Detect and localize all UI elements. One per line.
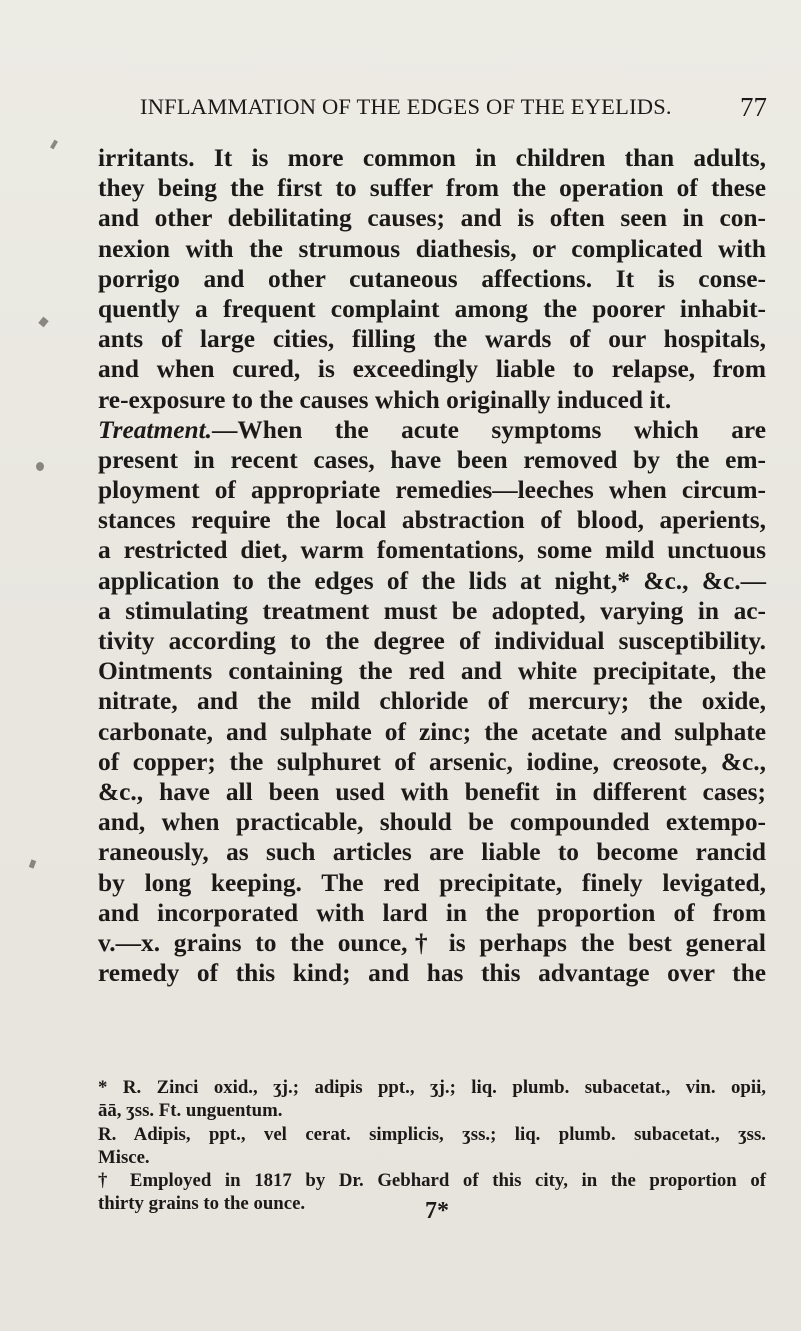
footnote-line: Misce. xyxy=(98,1146,150,1168)
margin-speck xyxy=(29,859,36,868)
text-line: nexion with the strumous diathesis, or complicated with xyxy=(98,234,766,263)
text-line: porrigo and other cutaneous affections. It is conse- xyxy=(98,264,766,293)
text-line: ants of large cities, filling the wards of our hospitals, xyxy=(98,325,766,354)
treatment-heading: Treatment. xyxy=(98,415,213,444)
footnote-line: † Employed in 1817 by Dr. Gebhard of this city, in the proportion of xyxy=(98,1170,766,1192)
text-line: a restricted diet, warm fomentations, some mild unctuous xyxy=(98,536,766,565)
footnote-line: R. Adipis, ppt., vel cerat. simplicis, ʒss.; liq. plumb. subacetat., ʒss. xyxy=(98,1123,766,1145)
margin-speck xyxy=(38,317,49,328)
text-line: raneously, as such articles are liable to become rancid xyxy=(98,838,766,867)
text-line: re-exposure to the causes which originally induced it. xyxy=(98,385,672,414)
treatment-rest: —When the acute symptoms which are xyxy=(212,415,766,444)
margin-speck xyxy=(36,462,44,471)
text-line: ployment of appropriate remedies—leeches when circum- xyxy=(98,476,766,505)
text-line: they being the first to suffer from the operation of these xyxy=(98,174,766,203)
text-line: and other debilitating causes; and is often seen in con- xyxy=(98,204,766,233)
text-line: remedy of this kind; and has this advantage over the xyxy=(98,959,766,988)
text-line: and incorporated with lard in the proportion of from xyxy=(98,898,766,927)
text-line: and, when practicable, should be compounded extempo- xyxy=(98,808,766,837)
text-line: by long keeping. The red precipitate, finely levigated, xyxy=(98,868,766,897)
page-number: 77 xyxy=(740,92,767,122)
footnote-line: thirty grains to the ounce. xyxy=(98,1193,306,1215)
text-line: carbonate, and sulphate of zinc; the acetate and sulphate xyxy=(98,717,766,746)
footnote-line: * R. Zinci oxid., ʒj.; adipis ppt., ʒj.; liq. plumb. subacetat., vin. opii, xyxy=(98,1077,766,1098)
text-line: of copper; the sulphuret of arsenic, iodine, creosote, &c., xyxy=(98,747,766,776)
footnote-line: āā, ʒss. Ft. unguentum. xyxy=(98,1100,283,1122)
signature-mark: 7* xyxy=(425,1198,449,1224)
text-line: present in recent cases, have been removed by the em- xyxy=(98,445,766,474)
text-line: irritants. It is more common in children than adults, xyxy=(98,144,766,172)
text-line: tivity according to the degree of individual susceptibility. xyxy=(98,627,766,655)
text-line: nitrate, and the mild chloride of mercury; the oxide, xyxy=(98,687,766,716)
text-line: and when cured, is exceedingly liable to relapse, from xyxy=(98,355,766,384)
text-line: &c., have all been used with benefit in different cases; xyxy=(98,777,766,806)
footnotes xyxy=(98,1076,766,1216)
text-line: Ointments containing the red and white precipitate, the xyxy=(98,657,766,686)
text-line-treatment xyxy=(98,415,766,445)
text-line: v.—x. grains to the ounce,† is perhaps the best general xyxy=(98,928,766,957)
running-head: INFLAMMATION OF THE EDGES OF THE EYELIDS. xyxy=(140,94,672,119)
text-line: stances require the local abstraction of blood, aperients, xyxy=(98,506,766,535)
margin-speck xyxy=(50,140,58,150)
text-line: application to the edges of the lids at night,* &c., &c.— xyxy=(98,566,766,595)
page-header xyxy=(140,94,780,134)
text-line: a stimulating treatment must be adopted, varying in ac- xyxy=(98,596,766,625)
text-line: quently a frequent complaint among the poorer inhabit- xyxy=(98,294,766,323)
body-text xyxy=(98,143,766,988)
